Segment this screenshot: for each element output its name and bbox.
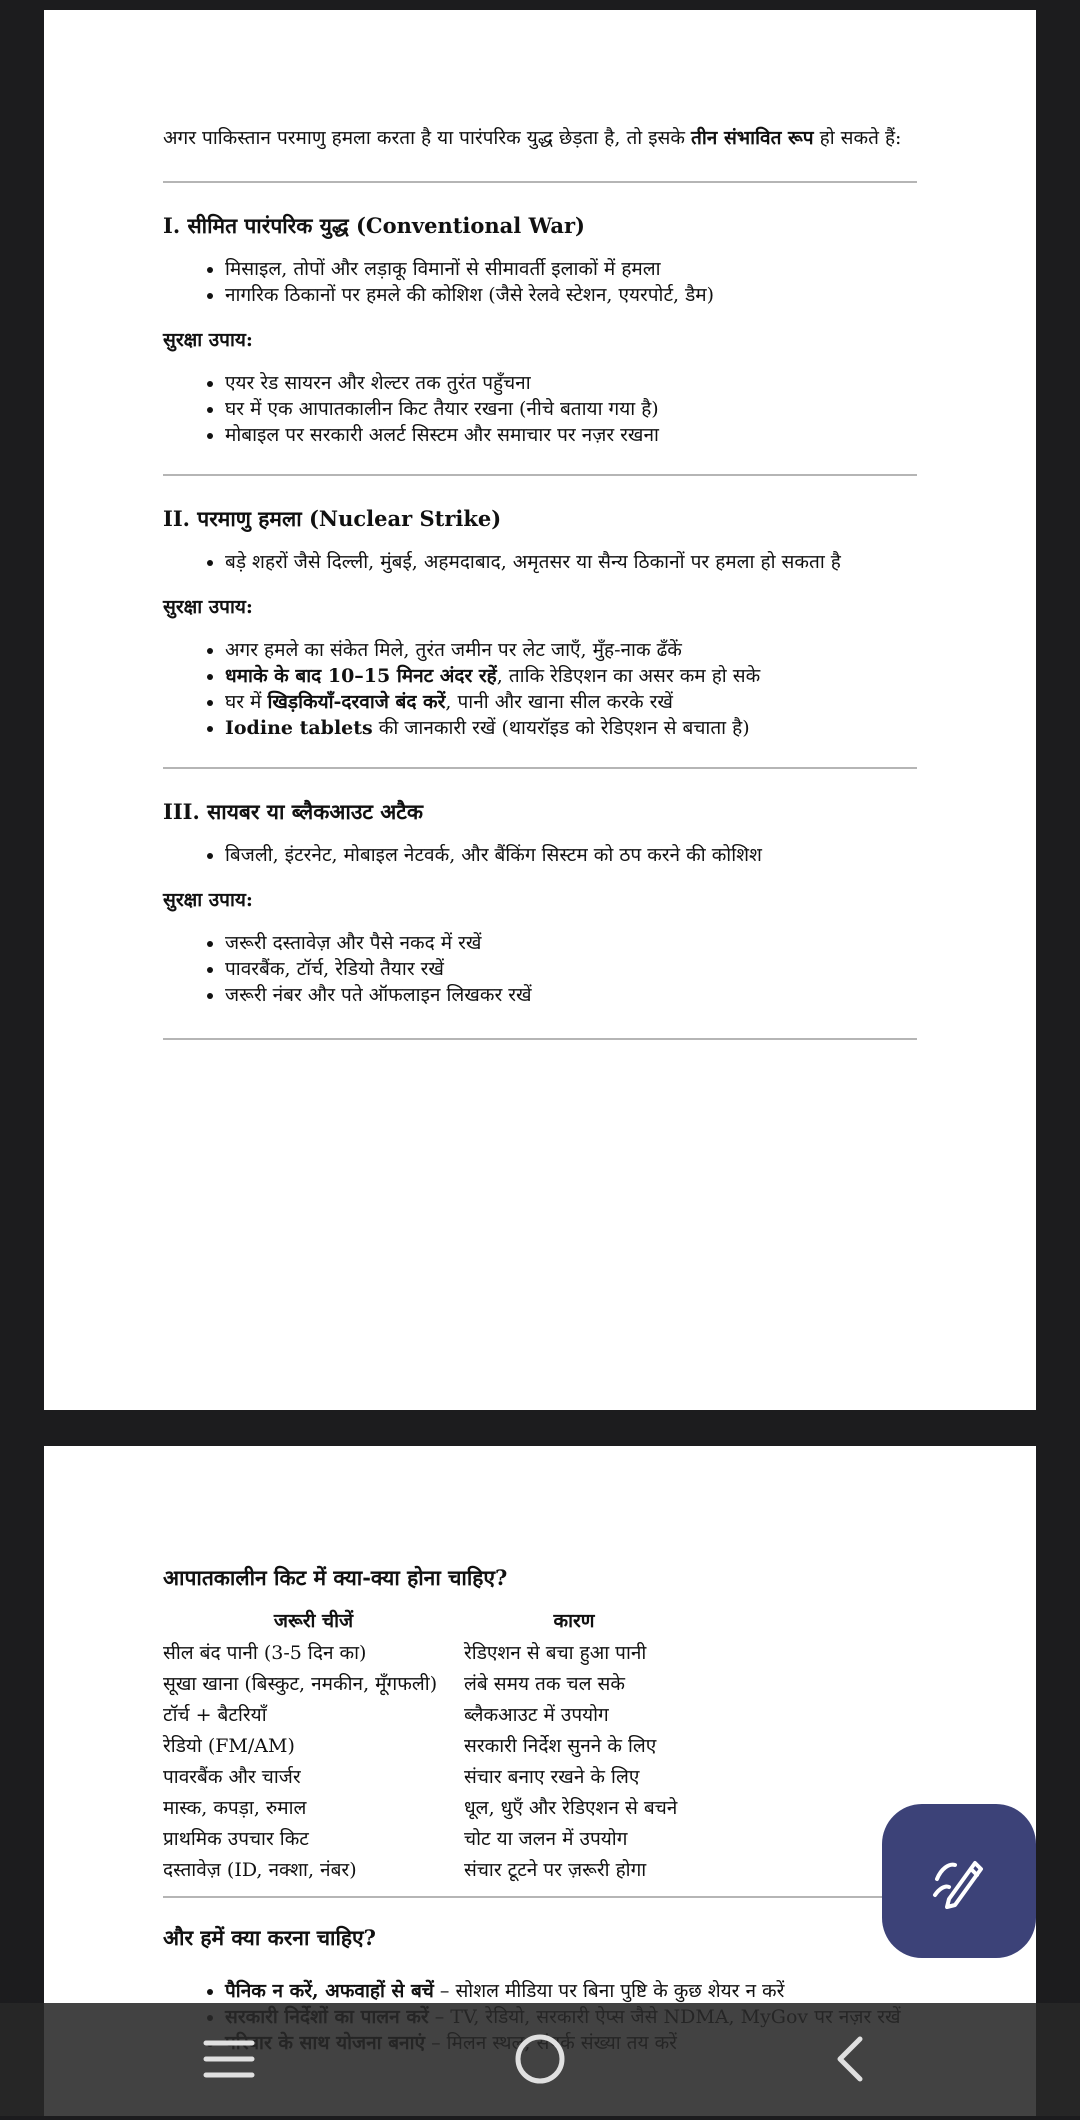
list-item: • मोबाइल पर सरकारी अलर्ट सिस्टम और समाचार पर नज़र रखना xyxy=(225,422,917,448)
section1-safety-label: सुरक्षा उपाय: xyxy=(163,329,253,351)
table-cell: रेडियो (FM/AM) xyxy=(163,1735,295,1757)
table-cell: लंबे समय तक चल सके xyxy=(464,1673,625,1695)
intro-text: अगर पाकिस्तान परमाणु हमला करता है या पारंपरिक युद्ध छेड़ता है, तो इसके xyxy=(163,127,692,149)
section3-title: III. सायबर या ब्लैकआउट अटैक xyxy=(163,799,424,824)
list-item: • एयर रेड सायरन और शेल्टर तक तुरंत पहुँचना xyxy=(225,370,917,396)
list-item xyxy=(225,689,917,715)
table-row xyxy=(163,1793,684,1824)
table-row xyxy=(163,1855,684,1886)
table-header: कारण xyxy=(553,1610,595,1632)
menu-icon xyxy=(170,2003,290,2116)
bold-text: धमाके के बाद 10–15 मिनट अंदर रहें xyxy=(225,665,497,687)
table-row xyxy=(163,1762,684,1793)
edit-pen-icon xyxy=(927,1849,991,1913)
list-item xyxy=(225,715,917,741)
table-cell: प्राथमिक उपचार किट xyxy=(163,1828,309,1850)
list-item xyxy=(225,1978,917,2004)
table-cell: सरकारी निर्देश सुनने के लिए xyxy=(464,1735,657,1757)
home-button[interactable] xyxy=(480,2003,600,2116)
section1-safety-list xyxy=(163,370,917,448)
divider xyxy=(163,181,917,183)
list-item: • बिजली, इंटरनेट, मोबाइल नेटवर्क, और बैंकिंग सिस्टम को ठप करने की कोशिश xyxy=(225,842,917,868)
section2-title: II. परमाणु हमला (Nuclear Strike) xyxy=(163,506,502,531)
kit-table xyxy=(163,1606,684,1886)
table-cell: ब्लैकआउट में उपयोग xyxy=(464,1704,609,1726)
table-cell: संचार बनाए रखने के लिए xyxy=(464,1766,640,1788)
list-item: • मिसाइल, तोपों और लड़ाकू विमानों से सीमावर्ती इलाकों में हमला xyxy=(225,256,917,282)
section2-safety-list xyxy=(163,637,917,741)
table-cell: टॉर्च + बैटरियाँ xyxy=(163,1704,267,1726)
table-cell: सील बंद पानी (3-5 दिन का) xyxy=(163,1642,367,1664)
section3-safety-list xyxy=(163,930,917,1008)
table-row xyxy=(163,1638,684,1669)
bold-text: Iodine tablets xyxy=(225,717,373,739)
page2-content xyxy=(163,1564,917,2056)
table-header-row xyxy=(163,1606,684,1638)
text: , पानी और खाना सील करके रखें xyxy=(445,691,673,713)
bold-text: पैनिक न करें, अफवाहों से बचें xyxy=(225,1980,434,2002)
edit-fab-button[interactable] xyxy=(882,1804,1036,1958)
list-item: • जरूरी नंबर और पते ऑफलाइन लिखकर रखें xyxy=(225,982,917,1008)
todo-title: और हमें क्या करना चाहिए? xyxy=(163,1925,376,1950)
list-item xyxy=(225,663,917,689)
table-row xyxy=(163,1700,684,1731)
table-cell: मास्क, कपड़ा, रुमाल xyxy=(163,1797,307,1819)
intro-bold-text: तीन संभावित रूप xyxy=(691,127,814,149)
table-header: जरूरी चीजें xyxy=(273,1610,354,1632)
list-item: • पावरबैंक, टॉर्च, रेडियो तैयार रखें xyxy=(225,956,917,982)
table-cell: रेडिएशन से बचा हुआ पानी xyxy=(464,1642,647,1664)
table-row xyxy=(163,1669,684,1700)
list-item: • बड़े शहरों जैसे दिल्ली, मुंबई, अहमदाबाद, अमृतसर या सैन्य ठिकानों पर हमला हो सकता है xyxy=(225,549,917,575)
divider xyxy=(163,1896,917,1898)
system-navigation-bar xyxy=(0,2003,1080,2116)
table-cell: पावरबैंक और चार्जर xyxy=(163,1766,301,1788)
intro-text-end: हो सकते हैं: xyxy=(813,127,902,149)
section3-safety-label: सुरक्षा उपाय: xyxy=(163,889,253,911)
list-item: • अगर हमले का संकेत मिले, तुरंत जमीन पर लेट जाएँ, मुँह-नाक ढँकें xyxy=(225,637,917,663)
table-cell: धूल, धुएँ और रेडिएशन से बचने xyxy=(464,1797,678,1819)
table-row xyxy=(163,1731,684,1762)
section2-safety-label: सुरक्षा उपाय: xyxy=(163,596,253,618)
document-page-1 xyxy=(44,10,1036,1410)
back-chevron-icon xyxy=(790,2003,910,2116)
text: घर में xyxy=(225,691,268,713)
text: – सोशल मीडिया पर बिना पुष्टि के कुछ शेयर न करें xyxy=(433,1980,785,2002)
home-circle-icon xyxy=(480,2003,600,2116)
section1-title: I. सीमित पारंपरिक युद्ध (Conventional War) xyxy=(163,213,585,238)
divider xyxy=(163,1038,917,1040)
back-button[interactable] xyxy=(790,2003,910,2116)
divider xyxy=(163,474,917,476)
section3-list xyxy=(163,842,917,868)
table-cell: सूखा खाना (बिस्कुट, नमकीन, मूँगफली) xyxy=(163,1673,438,1695)
table-cell: दस्तावेज़ (ID, नक्शा, नंबर) xyxy=(163,1859,357,1881)
text: , ताकि रेडिएशन का असर कम हो सके xyxy=(496,665,761,687)
text: की जानकारी रखें (थायरॉइड को रेडिएशन से बचाता है) xyxy=(372,717,750,739)
intro-paragraph xyxy=(163,125,917,151)
kit-title: आपातकालीन किट में क्या-क्या होना चाहिए? xyxy=(163,1565,508,1590)
page1-content xyxy=(163,125,917,1040)
section1-list xyxy=(163,256,917,308)
list-item: • जरूरी दस्तावेज़ और पैसे नकद में रखें xyxy=(225,930,917,956)
divider xyxy=(163,767,917,769)
list-item: • घर में एक आपातकालीन किट तैयार रखना (नीचे बताया गया है) xyxy=(225,396,917,422)
section2-list xyxy=(163,549,917,575)
menu-button[interactable] xyxy=(170,2003,290,2116)
table-cell: चोट या जलन में उपयोग xyxy=(464,1828,628,1850)
bold-text: खिड़कियाँ-दरवाजे बंद करें xyxy=(267,691,446,713)
list-item: • नागरिक ठिकानों पर हमले की कोशिश (जैसे रेलवे स्टेशन, एयरपोर्ट, डैम) xyxy=(225,282,917,308)
table-row xyxy=(163,1824,684,1855)
table-cell: संचार टूटने पर ज़रूरी होगा xyxy=(464,1859,647,1881)
